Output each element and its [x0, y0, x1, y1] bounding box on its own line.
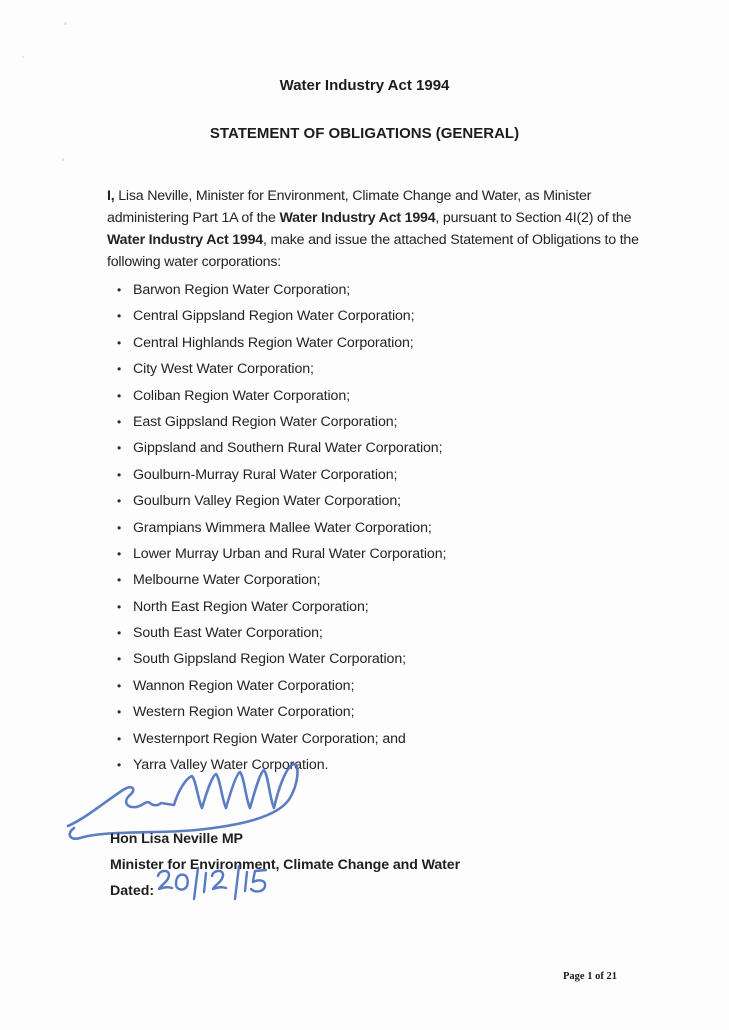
list-item [117, 650, 446, 668]
scan-speckle [22, 56, 24, 58]
list-item [117, 677, 446, 695]
corporation-name: Westernport Region Water Corporation; and [133, 730, 406, 747]
page-number: Page 1 of 21 [563, 971, 617, 982]
handwritten-date [150, 858, 282, 908]
list-item [117, 730, 446, 748]
corporation-name: East Gippsland Region Water Corporation; [133, 413, 398, 430]
bullet-icon: • [117, 705, 122, 720]
bullet-icon: • [117, 546, 122, 561]
corporation-name: South Gippsland Region Water Corporation; [133, 651, 406, 668]
bullet-icon: • [117, 467, 122, 482]
corporation-name: Grampians Wimmera Mallee Water Corporation; [133, 519, 432, 536]
corporation-list [117, 281, 446, 782]
document-subtitle: STATEMENT OF OBLIGATIONS (GENERAL) [209, 125, 520, 142]
corporation-name: Wannon Region Water Corporation; [133, 677, 355, 694]
signature-stroke [68, 764, 297, 839]
date-stroke [158, 866, 266, 899]
list-item [117, 571, 446, 589]
document-title: Water Industry Act 1994 [279, 77, 450, 94]
bullet-icon: • [117, 283, 122, 297]
intro-paragraph [107, 185, 655, 273]
scan-speckle [64, 22, 67, 25]
intro-lead: I, [107, 188, 115, 205]
bullet-icon: • [117, 414, 122, 429]
act-reference: Water Industry Act 1994 [107, 232, 263, 249]
bullet-icon: • [117, 626, 122, 641]
intro-segment: , pursuant to Section 4I(2) of the [435, 210, 632, 227]
list-item [117, 360, 446, 378]
corporation-name: South East Water Corporation; [133, 625, 323, 642]
list-item [117, 492, 446, 510]
list-item [117, 439, 446, 457]
list-item [117, 413, 446, 431]
bullet-icon: • [117, 520, 122, 535]
corporation-name: Melbourne Water Corporation; [133, 572, 321, 589]
bullet-icon: • [117, 388, 122, 403]
bullet-icon: • [117, 335, 122, 350]
corporation-name: Barwon Region Water Corporation; [133, 282, 351, 298]
list-item [117, 545, 446, 563]
corporation-name: Central Highlands Region Water Corporation; [133, 334, 414, 351]
list-item [117, 466, 446, 484]
bullet-icon: • [117, 678, 122, 693]
corporation-name: Central Gippsland Region Water Corporation; [133, 308, 415, 325]
list-item [117, 307, 446, 325]
list-item [117, 281, 446, 299]
bullet-icon: • [117, 758, 122, 773]
act-reference: Water Industry Act 1994 [279, 210, 436, 227]
signatory-role: Minister for Environment, Climate Change and Water [110, 857, 460, 873]
bullet-icon: • [117, 573, 122, 588]
signatory-name: Hon Lisa Neville MP [110, 831, 243, 847]
corporation-name: Lower Murray Urban and Rural Water Corporation; [133, 545, 447, 562]
bullet-icon: • [117, 731, 122, 746]
intro-segment: Lisa Neville, Minister for Environment, Climate Change and Water, as Minister administering Part 1A of the [107, 188, 592, 227]
corporation-name: Western Region Water Corporation; [133, 704, 355, 721]
list-item [117, 624, 446, 642]
corporation-name: Gippsland and Southern Rural Water Corporation; [133, 440, 443, 457]
corporation-name: City West Water Corporation; [133, 361, 314, 378]
list-item [117, 519, 446, 537]
list-item [117, 387, 446, 405]
corporation-name: North East Region Water Corporation; [133, 598, 369, 615]
scan-speckle [62, 158, 64, 161]
corporation-name: Yarra Valley Water Corporation. [133, 757, 329, 774]
corporation-name: Coliban Region Water Corporation; [133, 387, 350, 404]
list-item [117, 334, 446, 352]
corporation-name: Goulburn-Murray Rural Water Corporation; [133, 466, 398, 483]
dated-label: Dated: [110, 883, 155, 899]
bullet-icon: • [117, 441, 122, 456]
list-item [117, 598, 446, 616]
list-item [117, 703, 446, 721]
intro-segment: , make and issue the attached Statement of Obligations to the following water corporations: [107, 232, 639, 271]
bullet-icon: • [117, 309, 122, 324]
bullet-icon: • [117, 362, 122, 377]
corporation-name: Goulburn Valley Region Water Corporation; [133, 493, 401, 510]
bullet-icon: • [117, 599, 122, 614]
bullet-icon: • [117, 652, 122, 667]
bullet-icon: • [117, 494, 122, 509]
